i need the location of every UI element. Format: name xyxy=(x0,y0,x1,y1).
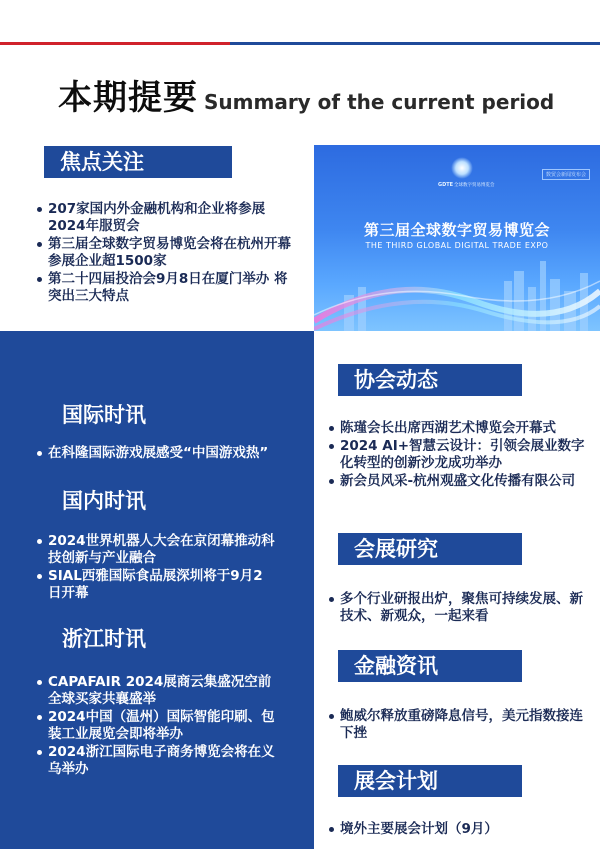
association-heading: 协会动态 xyxy=(338,364,522,396)
expo-logo-text: 全球数字贸易博览会 xyxy=(454,183,495,188)
research-list xyxy=(328,591,592,626)
domestic-heading: 国内时讯 xyxy=(62,489,146,513)
top-divider-red xyxy=(0,42,230,45)
page-title xyxy=(58,70,554,119)
international-heading: 国际时讯 xyxy=(62,403,146,427)
association-item[interactable]: 新会员风采-杭州观盛文化传播有限公司 xyxy=(328,473,592,490)
domestic-item[interactable]: SIAL西雅国际食品展深圳将于9月2日开幕 xyxy=(36,568,276,602)
plan-list xyxy=(328,821,592,839)
plan-item[interactable]: 境外主要展会计划（9月） xyxy=(328,821,592,838)
international-list xyxy=(36,445,306,463)
expo-logo-icon xyxy=(451,157,473,179)
zhejiang-item[interactable]: 2024浙江国际电子商务博览会将在义乌举办 xyxy=(36,744,276,778)
zhejiang-heading: 浙江时讯 xyxy=(62,627,146,651)
left-news-panel xyxy=(0,331,314,849)
finance-heading: 金融资讯 xyxy=(338,650,522,682)
domestic-item[interactable]: 2024世界机器人大会在京闭幕推动科技创新与产业融合 xyxy=(36,533,276,567)
finance-item[interactable]: 鲍威尔释放重磅降息信号，美元指数接连下挫 xyxy=(328,708,592,742)
expo-title-en: THE THIRD GLOBAL DIGITAL TRADE EXPO xyxy=(365,241,549,250)
expo-badge: 数贸会新闻发布会 xyxy=(542,169,590,180)
research-heading: 会展研究 xyxy=(338,533,522,565)
page-title-cn: 本期提要 xyxy=(58,78,198,118)
association-item[interactable]: 陈瑾会长出席西湖艺术博览会开幕式 xyxy=(328,420,592,437)
association-item[interactable]: 2024 AI+智慧云设计：引领会展业数字化转型的创新沙龙成功举办 xyxy=(328,438,592,472)
domestic-list xyxy=(36,533,276,603)
focus-list xyxy=(36,201,298,306)
top-divider-blue xyxy=(230,42,600,45)
page-title-en: Summary of the current period xyxy=(204,90,555,114)
focus-item[interactable]: 第二十四届投洽会9月8日在厦门举办 将突出三大特点 xyxy=(36,271,298,305)
skyline-graphic-icon xyxy=(314,251,600,331)
expo-banner-image xyxy=(314,145,600,331)
association-list xyxy=(328,420,592,491)
zhejiang-item[interactable]: CAPAFAIR 2024展商云集盛况空前 全球买家共襄盛举 xyxy=(36,674,276,708)
zhejiang-list xyxy=(36,674,276,779)
top-divider xyxy=(0,42,600,45)
focus-heading: 焦点关注 xyxy=(44,146,232,178)
zhejiang-item[interactable]: 2024中国（温州）国际智能印刷、包装工业展览会即将举办 xyxy=(36,709,276,743)
research-item[interactable]: 多个行业研报出炉，聚焦可持续发展、新技术、新观众，一起来看 xyxy=(328,591,592,625)
focus-item[interactable]: 第三届全球数字贸易博览会将在杭州开幕 参展企业超1500家 xyxy=(36,236,298,270)
finance-list xyxy=(328,708,592,743)
expo-logo-abbr: GDTE xyxy=(438,182,454,188)
international-item[interactable]: 在科隆国际游戏展感受“中国游戏热” xyxy=(36,445,306,462)
plan-heading: 展会计划 xyxy=(338,765,522,797)
focus-item[interactable]: 207家国内外金融机构和企业将参展2024年服贸会 xyxy=(36,201,298,235)
expo-title-cn: 第三届全球数字贸易博览会 xyxy=(363,221,550,239)
